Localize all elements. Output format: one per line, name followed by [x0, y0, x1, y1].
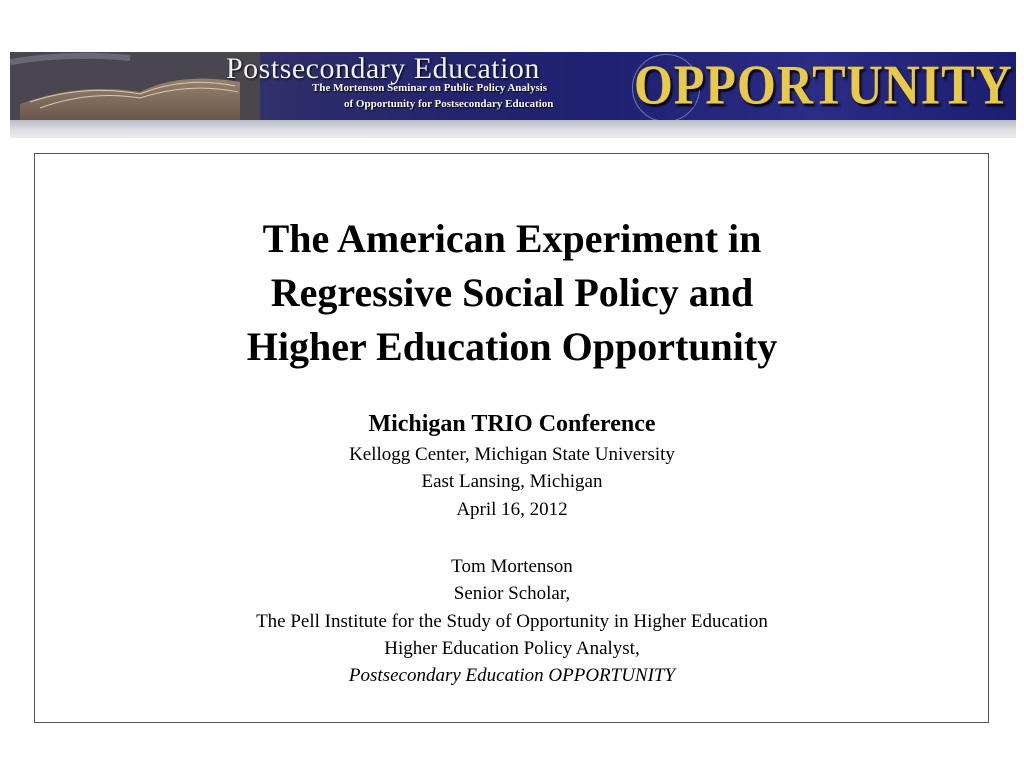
location: East Lansing, Michigan: [421, 471, 603, 492]
venue: Kellogg Center, Michigan State University: [349, 444, 675, 465]
banner-subtitle-line2: of Opportunity for Postsecondary Education: [344, 98, 554, 110]
title-line-1: The American Experiment in: [262, 216, 762, 261]
author-role-2: Higher Education Policy Analyst,: [384, 638, 640, 659]
header-banner: [10, 52, 1016, 138]
conference-name: Michigan TRIO Conference: [368, 411, 656, 437]
date: April 16, 2012: [456, 499, 568, 520]
author-name: Tom Mortenson: [451, 556, 573, 577]
slide-title: [0, 212, 1024, 374]
open-book-icon: [10, 52, 260, 120]
banner-title: Postsecondary Education: [226, 52, 540, 85]
title-line-3: Higher Education Opportunity: [246, 324, 778, 369]
banner-opportunity-logo: OPPORTUNITY: [634, 53, 1013, 116]
author-org-1: The Pell Institute for the Study of Opportunity in Higher Education: [256, 611, 768, 632]
title-line-2: Regressive Social Policy and: [270, 270, 754, 315]
banner-subtitle-line1: The Mortenson Seminar on Public Policy Analysis: [312, 82, 548, 94]
author-role-1: Senior Scholar,: [453, 583, 571, 604]
banner-strip: [10, 120, 1016, 138]
author-org-2: Postsecondary Education OPPORTUNITY: [348, 665, 676, 686]
